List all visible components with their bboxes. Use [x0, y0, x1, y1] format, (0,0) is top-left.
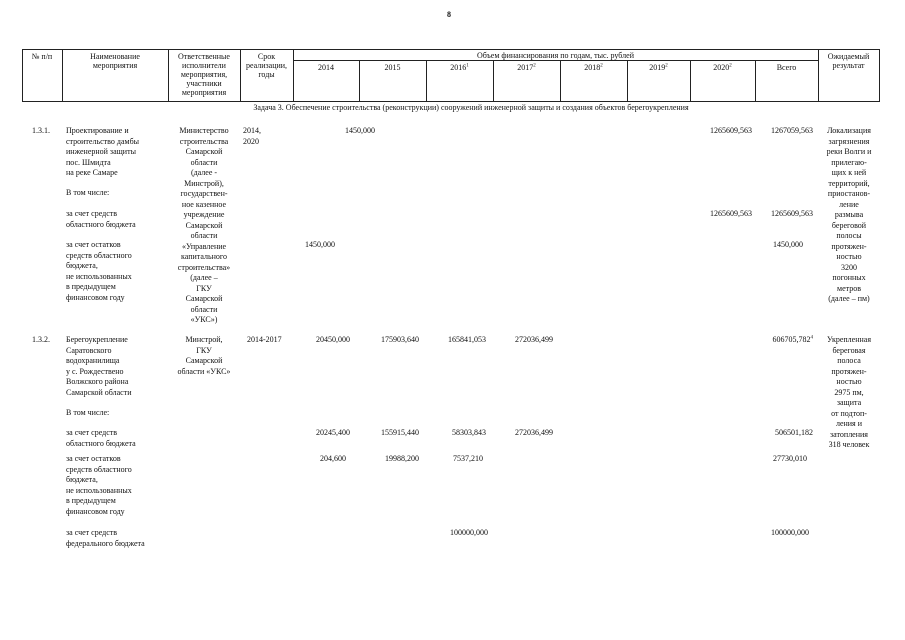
row-value-total: 606705,782$^4$	[772, 335, 813, 344]
row-including-label: В том числе:	[66, 408, 110, 417]
row-name: Проектирование и строительство дамбы инженерной защиты пос. Шмидта на реке Самаре	[66, 126, 140, 177]
row-sub-remains: за счет остатков средств областного бюджета, не использованных в предыдущем финансовом году	[66, 240, 132, 302]
row-sub-regional-2014: 20245,400	[316, 428, 350, 437]
header-col-name: Наименование мероприятия	[90, 52, 140, 70]
row-sub-federal: за счет средств федерального бюджета	[66, 528, 145, 548]
row-result: Укрепленная береговая полоса протяжен- ностью 2975 пм, защита от подтоп- ления и затопления 318 человек	[826, 335, 871, 449]
header-divider	[879, 49, 880, 102]
row-sub-remains: за счет остатков средств областного бюджета, не использованных в предыдущем финансовом году	[66, 454, 132, 516]
row-responsible: Минстрой, ГКУ Самарской области «УКС»	[177, 335, 231, 376]
row-sub-regional-2015: 155915,440	[381, 428, 419, 437]
header-top-border	[22, 49, 880, 50]
row-number: 1.3.2.	[32, 335, 50, 344]
row-value-2014: 1450,000	[345, 126, 375, 135]
page-number: 8	[447, 10, 451, 19]
row-term: 2014-2017	[247, 335, 282, 344]
header-bottom-border	[22, 101, 880, 102]
row-term: 2014, 2020	[243, 126, 261, 146]
row-sub-regional-total: 506501,182	[775, 428, 813, 437]
row-sub-remains-2014: 1450,000	[305, 240, 335, 249]
header-col-responsible: Ответственные исполнители мероприятия, участники мероприятия	[178, 52, 230, 97]
row-value-2015: 175903,640	[381, 335, 419, 344]
row-value-2017: 272036,499	[515, 335, 553, 344]
header-year: 2018$^2$	[584, 63, 603, 72]
row-sub-remains-total: 27730,010	[773, 454, 807, 463]
years-top-border	[293, 60, 818, 61]
row-sub-remains-total: 1450,000	[773, 240, 803, 249]
row-value-total: 1267059,563	[771, 126, 813, 135]
header-col-funding: Объем финансирования по годам, тыс. рублей	[477, 51, 634, 60]
row-value-2020: 1265609,563	[710, 126, 752, 135]
row-sub-remains-2014: 204,600	[320, 454, 346, 463]
header-col-number: № п/п	[31, 52, 53, 61]
row-sub-regional-2016: 58303,843	[452, 428, 486, 437]
row-responsible: Министерство строительства Самарской области (далее - Минстрой), государствен- ное казенное учреждение Самарской области «Управление капитального строительства» (далее – ГКУ Самарской области «УКС»)	[177, 126, 231, 324]
row-sub-regional-2020: 1265609,563	[710, 209, 752, 218]
row-sub-regional-total: 1265609,563	[771, 209, 813, 218]
header-year: Всего	[776, 63, 797, 72]
row-name: Берегоукрепление Саратовского водохранилища у с. Рождествено Волжского района Самарской области	[66, 335, 132, 397]
header-col-term: Срок реализации, годы	[245, 52, 288, 79]
header-year: 2016$^1$	[450, 63, 469, 72]
header-col-result: Ожидаемый результат	[827, 52, 870, 70]
row-result: Локализация загрязнения реки Волги и прилегаю- щих к ней территорий, приостанов- ление размыва береговой полосы протяжен- ностью 3200 погонных метров (далее – пм)	[826, 126, 872, 303]
row-value-2016: 165841,053	[448, 335, 486, 344]
row-sub-remains-2015: 19988,200	[385, 454, 419, 463]
row-sub-federal-2016: 100000,000	[450, 528, 488, 537]
row-sub-remains-2016: 7537,210	[453, 454, 483, 463]
header-year: 2020$^2$	[713, 63, 732, 72]
row-number: 1.3.1.	[32, 126, 50, 135]
header-year: 2019$^2$	[649, 63, 668, 72]
row-including-label: В том числе:	[66, 188, 110, 197]
header-year: 2017$^2$	[517, 63, 536, 72]
row-value-2014: 20450,000	[316, 335, 350, 344]
task-title: Задача 3. Обеспечение строительства (реконструкции) сооружений инженерной защиты и создания объектов берегоукрепления	[253, 103, 689, 112]
header-year: 2014	[318, 63, 334, 72]
header-year: 2015	[384, 63, 401, 72]
row-sub-regional: за счет средств областного бюджета	[66, 209, 136, 229]
row-sub-regional-2017: 272036,499	[515, 428, 553, 437]
row-sub-regional: за счет средств областного бюджета	[66, 428, 136, 448]
row-sub-federal-total: 100000,000	[771, 528, 809, 537]
